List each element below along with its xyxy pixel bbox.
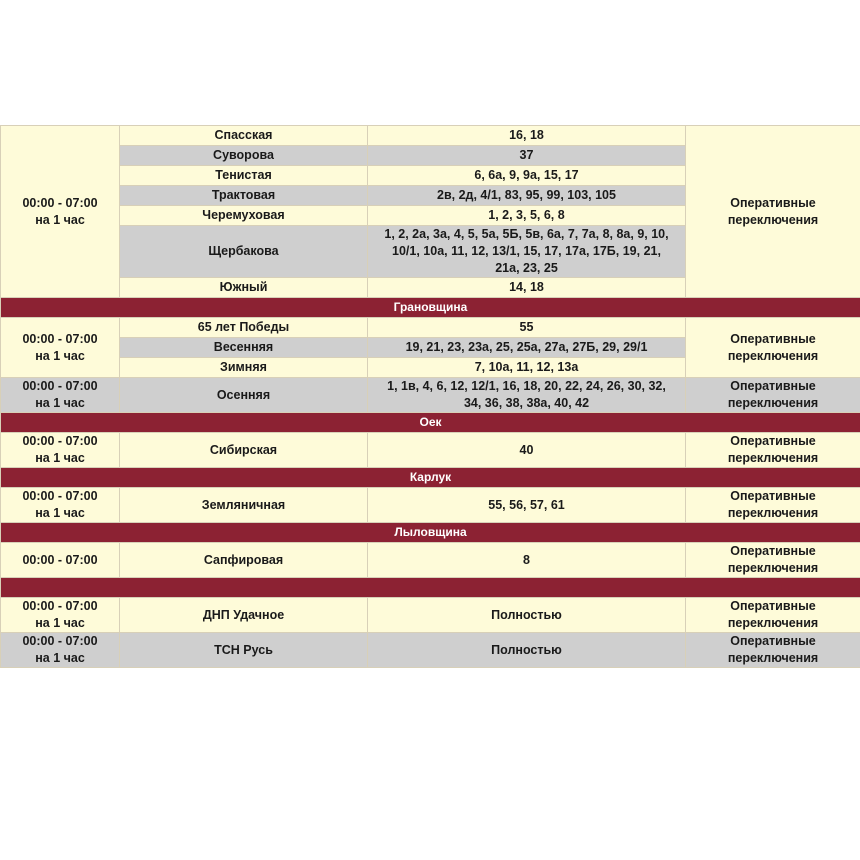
note-cell: Оперативные переключения bbox=[686, 633, 860, 668]
outage-schedule-table bbox=[0, 125, 860, 668]
street-cell: Сапфировая bbox=[120, 543, 368, 578]
section-header-row bbox=[1, 468, 860, 488]
time-cell: 00:00 - 07:00 на 1 час bbox=[1, 598, 120, 633]
section-header-row bbox=[1, 523, 860, 543]
table-row bbox=[1, 318, 860, 338]
houses-cell: 16, 18 bbox=[368, 126, 686, 146]
note-cell: Оперативные переключения bbox=[686, 598, 860, 633]
houses-cell: 8 bbox=[368, 543, 686, 578]
table-row bbox=[1, 433, 860, 468]
street-cell: 65 лет Победы bbox=[120, 318, 368, 338]
time-cell: 00:00 - 07:00 на 1 час bbox=[1, 488, 120, 523]
section-title: Лыловщина bbox=[1, 523, 860, 543]
table-row bbox=[1, 633, 860, 668]
table-row bbox=[1, 598, 860, 633]
note-cell: Оперативные переключения bbox=[686, 126, 860, 298]
houses-cell: 37 bbox=[368, 146, 686, 166]
street-cell: Зимняя bbox=[120, 358, 368, 378]
houses-cell: 6, 6а, 9, 9а, 15, 17 bbox=[368, 166, 686, 186]
table-row bbox=[1, 488, 860, 523]
note-cell: Оперативные переключения bbox=[686, 543, 860, 578]
street-cell: Щербакова bbox=[120, 226, 368, 278]
street-cell: ДНП Удачное bbox=[120, 598, 368, 633]
houses-cell: 1, 2, 3, 5, 6, 8 bbox=[368, 206, 686, 226]
street-cell: Земляничная bbox=[120, 488, 368, 523]
section-header-row bbox=[1, 413, 860, 433]
street-cell: Спасская bbox=[120, 126, 368, 146]
note-cell: Оперативные переключения bbox=[686, 318, 860, 378]
houses-cell: 1, 1в, 4, 6, 12, 12/1, 16, 18, 20, 22, 24, 26, 30, 32, 34, 36, 38, 38а, 40, 42 bbox=[368, 378, 686, 413]
houses-cell: 55 bbox=[368, 318, 686, 338]
section-title: Карлук bbox=[1, 468, 860, 488]
time-cell: 00:00 - 07:00 на 1 час bbox=[1, 126, 120, 298]
section-header-row bbox=[1, 578, 860, 598]
houses-cell: 14, 18 bbox=[368, 278, 686, 298]
note-cell: Оперативные переключения bbox=[686, 433, 860, 468]
street-cell: Черемуховая bbox=[120, 206, 368, 226]
note-cell: Оперативные переключения bbox=[686, 488, 860, 523]
section-title: Оек bbox=[1, 413, 860, 433]
houses-cell: 1, 2, 2а, 3а, 4, 5, 5а, 5Б, 5в, 6а, 7, 7а, 8, 8а, 9, 10, 10/1, 10а, 11, 12, 13/1, 15, 17, 17а, 17Б, 19, 21, 21а, 23, 25 bbox=[368, 226, 686, 278]
time-cell: 00:00 - 07:00 на 1 час bbox=[1, 633, 120, 668]
houses-cell: Полностью bbox=[368, 633, 686, 668]
houses-cell: 19, 21, 23, 23а, 25, 25а, 27а, 27Б, 29, 29/1 bbox=[368, 338, 686, 358]
street-cell: Сибирская bbox=[120, 433, 368, 468]
table-row bbox=[1, 378, 860, 413]
table-row bbox=[1, 126, 860, 146]
houses-cell: 7, 10а, 11, 12, 13а bbox=[368, 358, 686, 378]
section-title bbox=[1, 578, 860, 598]
time-cell: 00:00 - 07:00 bbox=[1, 543, 120, 578]
section-header-row bbox=[1, 298, 860, 318]
houses-cell: 55, 56, 57, 61 bbox=[368, 488, 686, 523]
note-cell: Оперативные переключения bbox=[686, 378, 860, 413]
street-cell: Суворова bbox=[120, 146, 368, 166]
street-cell: Весенняя bbox=[120, 338, 368, 358]
section-title: Грановщина bbox=[1, 298, 860, 318]
street-cell: Трактовая bbox=[120, 186, 368, 206]
houses-cell: 2в, 2д, 4/1, 83, 95, 99, 103, 105 bbox=[368, 186, 686, 206]
time-cell: 00:00 - 07:00 на 1 час bbox=[1, 378, 120, 413]
table-row bbox=[1, 543, 860, 578]
street-cell: Тенистая bbox=[120, 166, 368, 186]
street-cell: Южный bbox=[120, 278, 368, 298]
houses-cell: Полностью bbox=[368, 598, 686, 633]
houses-cell: 40 bbox=[368, 433, 686, 468]
street-cell: ТСН Русь bbox=[120, 633, 368, 668]
time-cell: 00:00 - 07:00 на 1 час bbox=[1, 433, 120, 468]
time-cell: 00:00 - 07:00 на 1 час bbox=[1, 318, 120, 378]
street-cell: Осенняя bbox=[120, 378, 368, 413]
